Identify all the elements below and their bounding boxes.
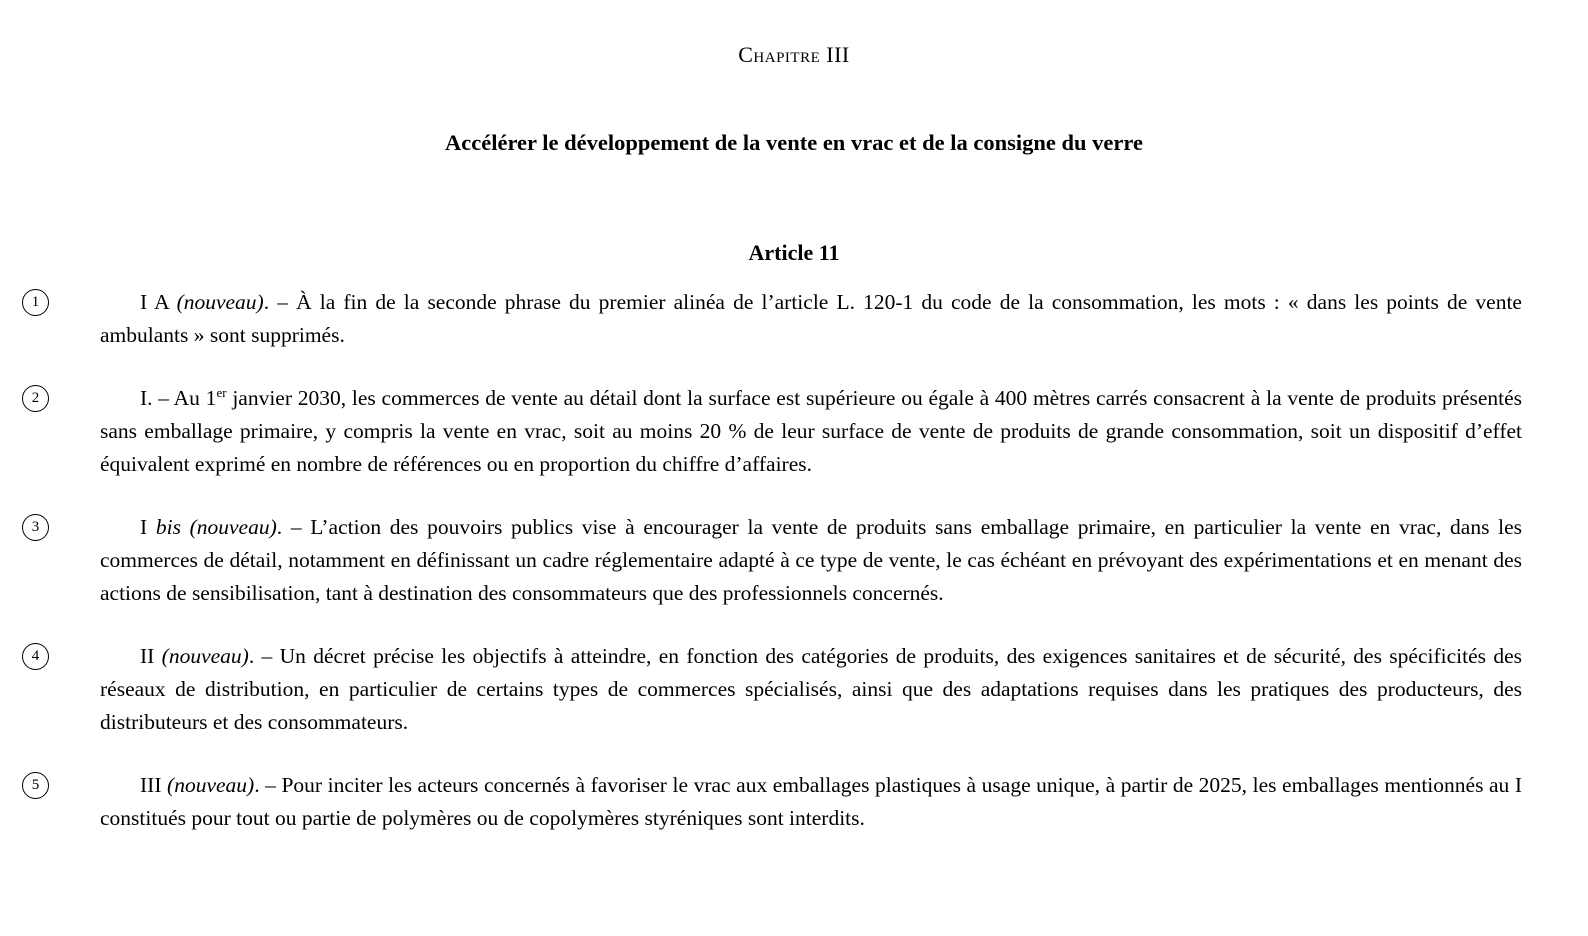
paragraph — [31, 769, 1523, 835]
paragraph-marker-number: 3 — [31, 519, 40, 535]
paragraph-marker-number: 2 — [31, 390, 40, 406]
legal-document-page — [0, 42, 1588, 936]
paragraph — [31, 286, 1522, 352]
paragraph-number-badge — [22, 385, 49, 412]
paragraph-number-badge — [22, 643, 49, 670]
paragraph-text: I bis (nouveau). – L’action des pouvoirs publics vise à encourager la vente de produits sans emballage primaire, en particulier la vente en vrac, dans les commerces de détail, notamment en définissant un cadre réglementaire adapté à ce type de vente, le cas échéant en prévoyant des expérimentations et en menant des actions de sensibilisation, tant à destination des consommateurs que des professionnels concernés. — [100, 515, 1522, 605]
paragraph-text: I A (nouveau). – À la fin de la seconde phrase du premier alinéa de l’article L. 120-1 du code de la consommation, les mots : « dans les points de vente ambulants » sont supprimés. — [100, 290, 1522, 347]
paragraph — [31, 511, 1522, 610]
paragraph-marker-number: 5 — [31, 777, 40, 793]
paragraph-marker-number: 4 — [31, 648, 40, 664]
paragraph-number-badge — [22, 772, 49, 799]
paragraph — [31, 382, 1523, 481]
paragraph-number-badge — [22, 514, 49, 541]
document-title: Accélérer le développement de la vente en vrac et de la consigne du verre — [445, 130, 1143, 155]
paragraph-text: II (nouveau). – Un décret précise les objectifs à atteindre, en fonction des catégories de produits, des exigences sanitaires et de sécurité, des spécificités des réseaux de distribution, en particulier de certains types de commerces spécialisés, ainsi que des adaptations requises dans les pratiques des producteurs, des distributeurs et des consommateurs. — [100, 644, 1522, 734]
paragraph-marker-number: 1 — [31, 294, 40, 310]
paragraph-text: III (nouveau). – Pour inciter les acteurs concernés à favoriser le vrac aux emballages plastiques à usage unique, à partir de 2025, les emballages mentionnés au I constitués pour tout ou partie de polymères ou de copolymères styréniques sont interdits. — [100, 773, 1523, 830]
paragraph-list — [0, 286, 1588, 835]
chapter-heading: Chapitre III — [738, 42, 850, 67]
paragraph-text: I. – Au 1er janvier 2030, les commerces de vente au détail dont la surface est supérieure ou égale à 400 mètres carrés consacrent à la vente de produits présentés sans emballage primaire, y compris la vente en vrac, soit au moins 20 % de leur surface de vente de produits de grande consommation, soit un dispositif d’effet équivalent exprimé en nombre de références ou en proportion du chiffre d’affaires. — [100, 384, 1523, 476]
paragraph-number-badge — [22, 289, 49, 316]
paragraph — [31, 640, 1522, 739]
article-heading: Article 11 — [748, 240, 840, 265]
